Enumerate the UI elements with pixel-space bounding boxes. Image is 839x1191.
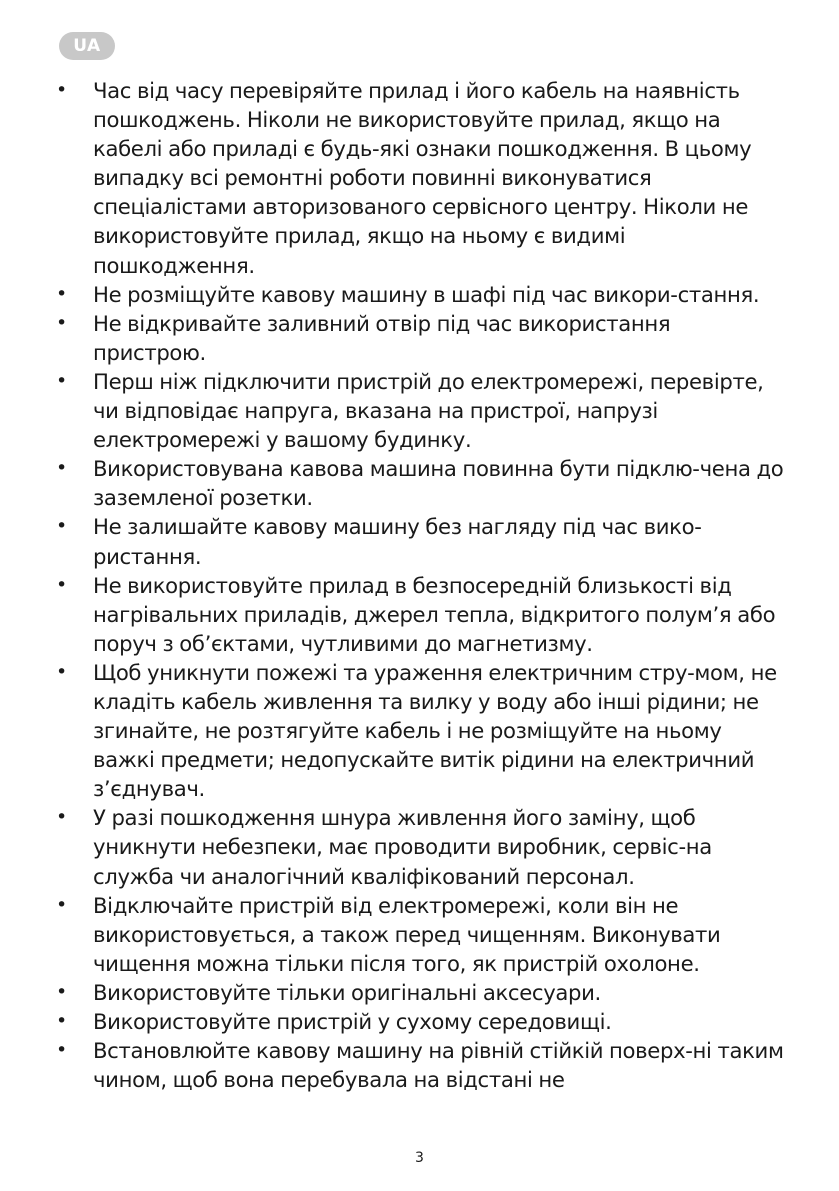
list-item: • Перш ніж підключити пристрій до електромережі, перевірте, чи відповідає напруга, вказана на пристрої, напрузі електромережі у вашому будинку. <box>56 367 788 454</box>
list-item: • У разі пошкодження шнура живлення його заміну, щоб уникнути небезпеки, має проводити виробник, сервіс-на служба чи аналогічний кваліфікований персонал. <box>56 803 788 890</box>
list-item: • Не використовуйте прилад в безпосередній близькості від нагрівальних приладів, джерел тепла, відкритого полум’я або поруч з об’єктами, чутливими до магнетизму. <box>56 571 788 658</box>
list-item: • Використовуйте пристрій у сухому середовищі. <box>56 1007 788 1036</box>
list-item: • Відключайте пристрій від електромережі, коли він не використовується, а також перед чищенням. Виконувати чищення можна тільки після того, як пристрій охолоне. <box>56 891 788 978</box>
safety-instructions-list <box>56 76 788 1094</box>
list-item: • Не залишайте кавову машину без нагляду під час вико-ристання. <box>56 512 788 570</box>
list-item: • Використовуйте тільки оригінальні аксесуари. <box>56 978 788 1007</box>
list-item: • Використовувана кавова машина повинна бути підклю-чена до заземленої розетки. <box>56 454 788 512</box>
list-item: • Не відкривайте заливний отвір під час використання пристрою. <box>56 309 788 367</box>
list-item: • Встановлюйте кавову машину на рівній стійкій поверх-ні таким чином, щоб вона перебувала на відстані не <box>56 1036 788 1094</box>
page-number: 3 <box>415 1150 424 1166</box>
list-item: • Не розміщуйте кавову машину в шафі під час викори-стання. <box>56 280 788 309</box>
list-item: • Час від часу перевіряйте прилад і його кабель на наявність пошкоджень. Ніколи не використовуйте прилад, якщо на кабелі або приладі є будь-які ознаки пошкодження. В цьому випадку всі ремонтні роботи повинні виконуватися спеціалістами авторизованого сервісного центру. Ніколи не використовуйте прилад, якщо на ньому є видимі пошкодження. <box>56 76 788 280</box>
list-item: • Щоб уникнути пожежі та ураження електричним стру-мом, не кладіть кабель живлення та вилку у воду або інші рідини; не згинайте, не розтягуйте кабель і не розміщуйте на ньому важкі предмети; недопускайте витік рідини на електричний з’єднувач. <box>56 658 788 803</box>
language-badge: UA <box>59 32 115 60</box>
